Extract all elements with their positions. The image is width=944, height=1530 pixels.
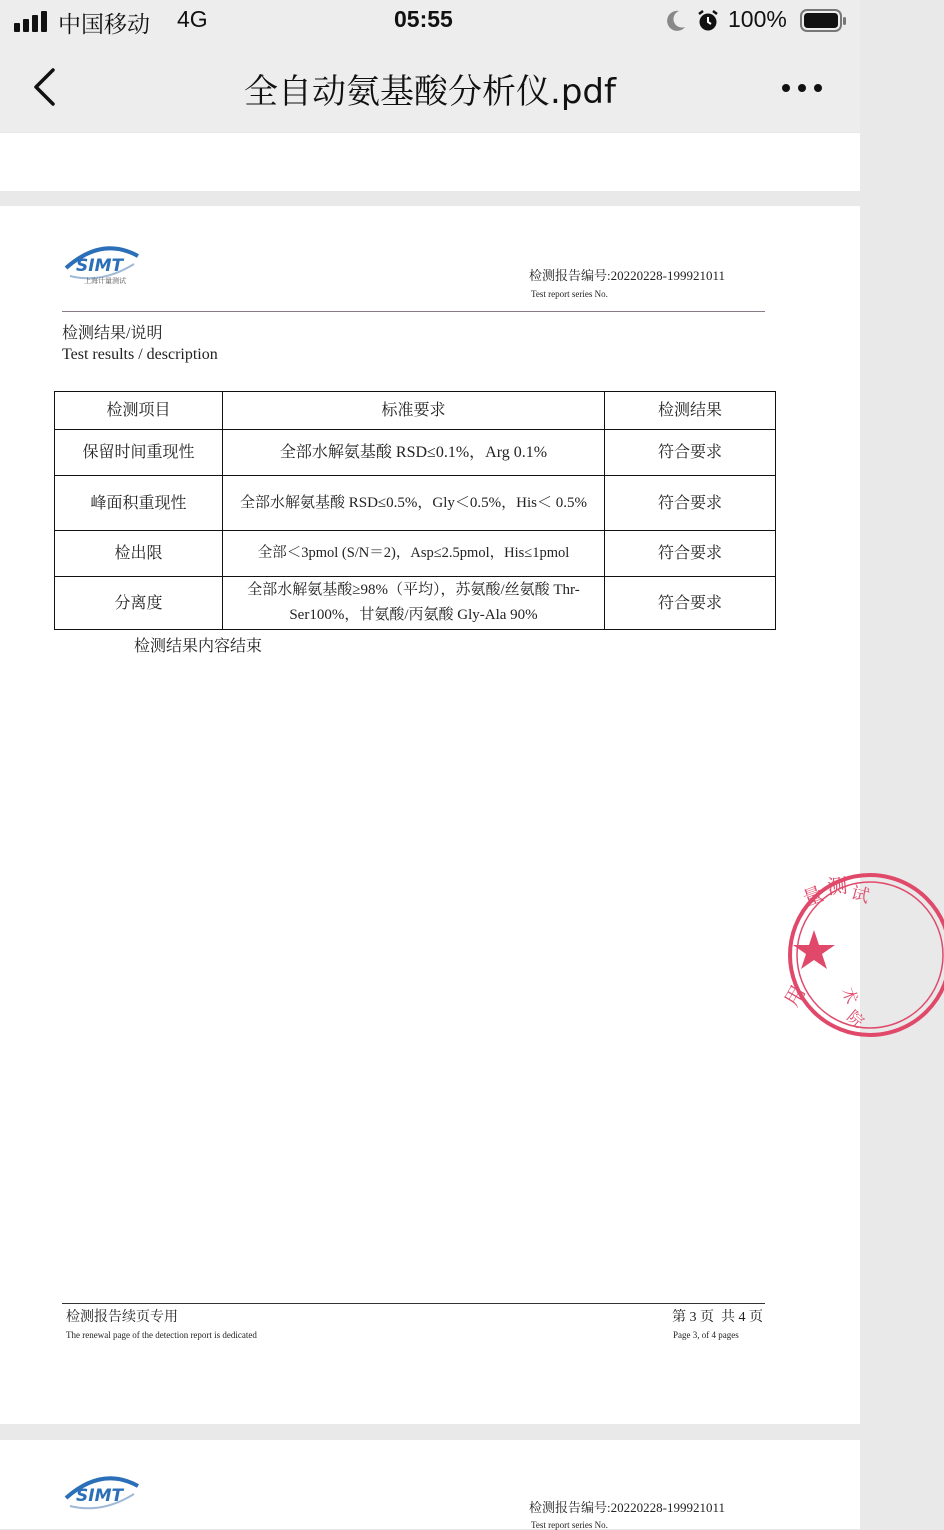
carrier-label: 中国移动 (58, 11, 150, 37)
results-table (54, 391, 776, 630)
pdf-page-3 (0, 206, 872, 1424)
table-row (55, 430, 776, 476)
more-dots-icon (778, 70, 828, 106)
simt-logo (62, 1472, 142, 1518)
header-rule (62, 311, 765, 312)
signal-icon (14, 10, 50, 32)
cell-result: 符合要求 (605, 476, 776, 531)
footer-rule (62, 1303, 765, 1304)
report-number (529, 1497, 725, 1516)
cell-requirement: 全部水解氨基酸 RSD≤0.1%，Arg 0.1% (223, 430, 605, 476)
footer-left-cn: 检测报告续页专用 (66, 1310, 178, 1325)
cell-result: 符合要求 (605, 430, 776, 476)
col-header-requirement: 标准要求 (223, 392, 605, 430)
logo-subtext: 上海计量测试 (84, 277, 126, 285)
svg-text:院: 院 (843, 1006, 868, 1032)
battery-percent: 100% (728, 6, 787, 32)
section-title-cn: 检测结果/说明 (62, 325, 163, 342)
end-note: 检测结果内容结束 (134, 638, 263, 655)
logo-text: SIMT (76, 1486, 124, 1506)
network-label: 4G (177, 6, 208, 32)
simt-logo (62, 242, 142, 288)
footer-left-en: The renewal page of the detection report is dedicated (66, 1330, 257, 1340)
cell-item: 峰面积重现性 (55, 476, 223, 531)
svg-text:测: 测 (826, 873, 849, 899)
clock: 05:55 (394, 6, 453, 32)
page-counter: 第 3 页 共 4 页 (672, 1310, 763, 1325)
alarm-icon (697, 9, 719, 33)
top-bar (0, 0, 860, 132)
cell-requirement: 全部水解氨基酸 RSD≤0.5%，Gly＜0.5%，His＜ 0.5% (223, 476, 605, 531)
svg-text:量: 量 (799, 881, 827, 911)
pdf-page-4 (0, 1440, 860, 1529)
cell-item: 分离度 (55, 577, 223, 630)
svg-text:用: 用 (779, 981, 811, 1011)
report-number (529, 265, 725, 284)
report-number-label: 检测报告编号: (529, 268, 611, 283)
svg-text:试: 试 (848, 882, 872, 908)
report-number-value: 20220228-199921011 (610, 1500, 725, 1515)
cell-item: 保留时间重现性 (55, 430, 223, 476)
report-number-value: 20220228-199921011 (610, 268, 725, 283)
previous-page (0, 133, 860, 191)
col-header-result: 检测结果 (605, 392, 776, 430)
section-title-en: Test results / description (62, 346, 218, 363)
cell-item: 检出限 (55, 531, 223, 577)
moon-icon (665, 9, 687, 33)
page-counter-en: Page 3, of 4 pages (673, 1330, 739, 1340)
report-number-en: Test report series No. (531, 1520, 608, 1530)
table-row (55, 531, 776, 577)
official-stamp (779, 868, 872, 1042)
cell-requirement: 全部＜3pmol (S/N＝2)，Asp≤2.5pmol，His≤1pmol (223, 531, 605, 577)
cell-result: 符合要求 (605, 577, 776, 630)
table-row (55, 476, 776, 531)
table-row (55, 577, 776, 630)
report-number-en: Test report series No. (531, 289, 608, 299)
table-header-row (55, 392, 776, 430)
svg-text:术: 术 (838, 984, 862, 1007)
cell-result: 符合要求 (605, 531, 776, 577)
document-title: 全自动氨基酸分析仪.pdf (244, 72, 616, 112)
logo-text: SIMT (76, 256, 124, 276)
col-header-item: 检测项目 (55, 392, 223, 430)
cell-requirement: 全部水解氨基酸≥98%（平均），苏氨酸/丝氨酸 Thr-Ser100%，甘氨酸/丙氨酸 Gly-Ala 90% (223, 577, 605, 630)
more-button[interactable] (778, 70, 828, 106)
battery-icon (800, 8, 848, 34)
report-number-label: 检测报告编号: (529, 1500, 611, 1515)
